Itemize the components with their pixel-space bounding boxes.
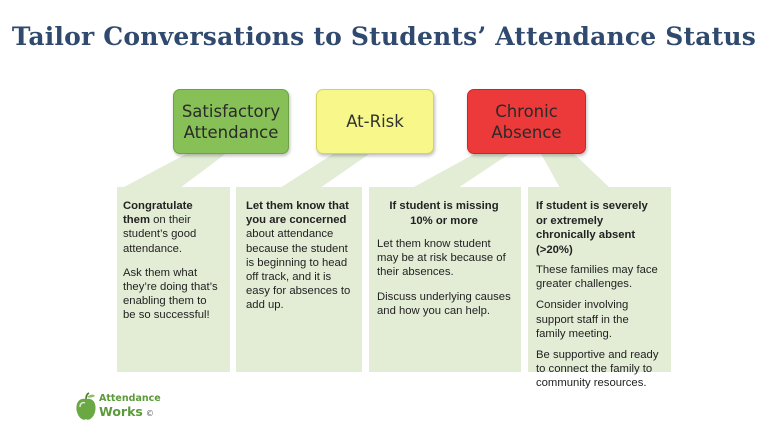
logo-wordmark [99,393,161,420]
panel-satisfactory-para1 [123,199,220,256]
panel-severe-para1: These families may face greater challenges. [536,264,658,291]
panel-severe-para2: Consider involving support staff in the family meeting. [536,299,629,340]
status-chronic-absence [467,89,586,154]
panel-severe [528,187,671,390]
connector-at-risk [280,152,372,188]
status-chronic-line1: Chronic [495,101,558,121]
panel-at-risk-para1 [246,199,352,313]
connector-chronic-right [540,152,610,188]
logo-line1: Attendance [99,393,161,404]
status-chronic-line2: Absence [491,122,562,142]
panel-severe-heading: If student is severely or extremely chronically absent (>20%) [536,200,648,256]
panel-missing-para2: Discuss underlying causes and how you can help. [377,290,511,317]
status-at-risk [316,89,434,154]
page-title: Tailor Conversations to Students’ Attendance Status [11,22,757,51]
panel-at-risk-rest: about attendance because the student is beginning to head off track, and it is easy for absences to add up. [246,228,351,312]
panel-missing-para1: Let them know student may be at risk because of their absences. [377,238,506,279]
logo-line2: Works [99,404,143,419]
panel-missing-heading: If student is missing 10% or more [389,200,499,227]
status-satisfactory [173,89,289,154]
panel-missing [369,187,521,372]
panel-satisfactory [117,187,230,372]
panel-satisfactory-para2: Ask them what they’re doing that’s enabling them to be so successful! [123,266,218,322]
status-satisfactory-line1: Satisfactory [181,101,281,121]
panel-satisfactory-bold: Congratulate them [123,200,193,227]
panel-satisfactory-rest: on their student’s good attendance. [123,214,197,255]
panel-at-risk-bold: Let them know that you are concerned [246,200,349,227]
panel-at-risk [236,187,362,372]
panel-severe-para3: Be supportive and ready to connect the family to community resources. [536,349,659,390]
connector-satisfactory [122,152,228,188]
status-satisfactory-line2: Attendance [183,122,279,142]
logo-copyright: © [145,409,154,418]
connector-chronic-left [412,152,512,188]
status-at-risk-label: At-Risk [346,112,404,131]
